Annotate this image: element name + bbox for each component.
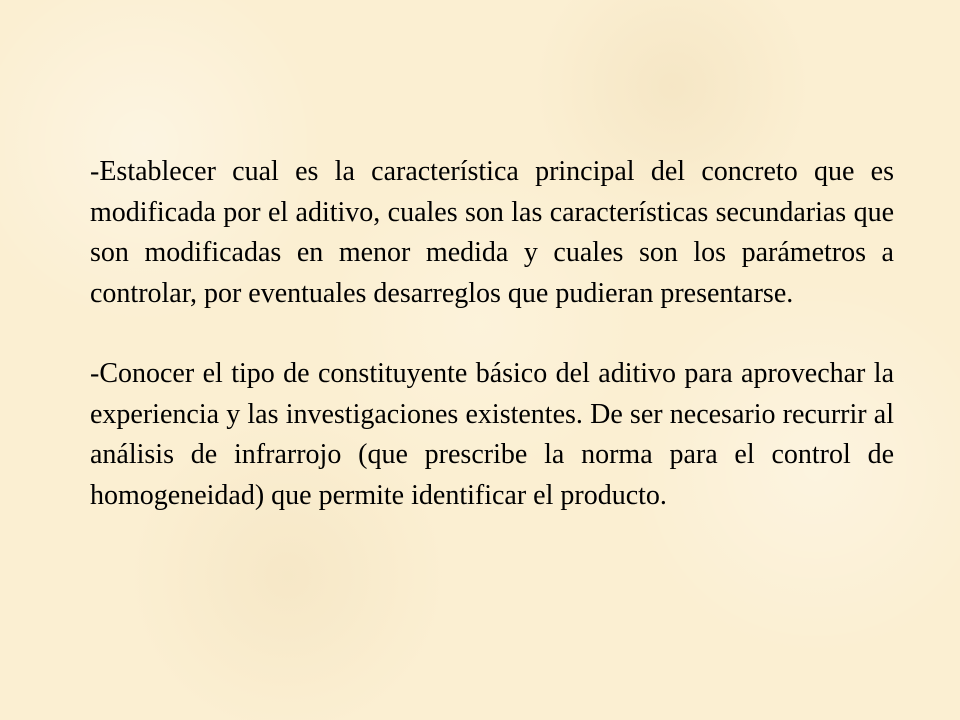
paragraph-caracteristicas: -Establecer cual es la característica principal del concreto que es modificada por el aditivo, cuales son las características secundarias que son modificadas en menor medida y cuales son los parámetros a controlar, por eventuales desarreglos que pudieran presentarse. bbox=[90, 156, 894, 309]
paragraph-constituyente: -Conocer el tipo de constituyente básico del aditivo para aprovechar la experiencia y las investigaciones existentes. De ser necesario recurrir al análisis de infrarrojo (que prescribe la norma para el control de homogeneidad) que permite identificar el producto. bbox=[90, 358, 894, 511]
slide-body bbox=[90, 152, 894, 516]
